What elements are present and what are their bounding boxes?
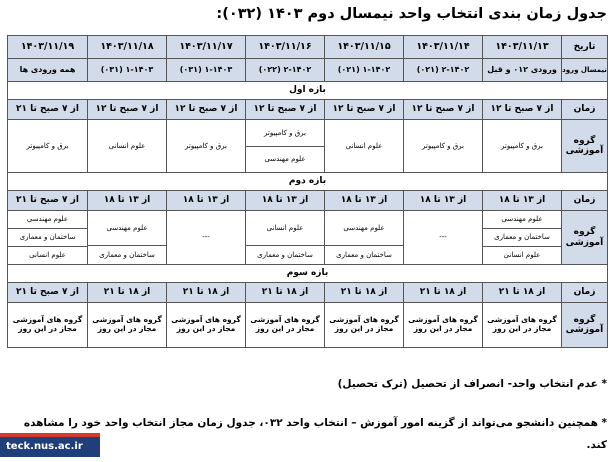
time-cell: از ۱۳ تا ۱۸ <box>246 191 325 211</box>
time-cell: از ۱۳ تا ۱۸ <box>325 191 404 211</box>
entry-cell: ۱-۱۴۰۳ (۰۳۱) <box>167 59 246 82</box>
group-cell: ساختمان و معماری <box>8 229 88 247</box>
time-row <box>8 191 608 211</box>
time-cell: از ۷ صبح تا ۱۲ <box>404 100 483 120</box>
schedule-table <box>7 35 608 348</box>
dates-row <box>8 36 608 59</box>
group-cell: علوم مهندسی <box>325 211 404 246</box>
time-cell: از ۷ صبح تا ۱۲ <box>88 100 167 120</box>
group-cell: برق و کامپیوتر <box>246 120 325 147</box>
group-row <box>8 120 608 147</box>
time-cell: از ۷ صبح تا ۲۱ <box>8 100 88 120</box>
section-title: بازه سوم <box>8 265 608 283</box>
time-row <box>8 283 608 303</box>
group-row <box>8 303 608 348</box>
date-cell: ۱۴۰۳/۱۱/۱۹ <box>8 36 88 59</box>
note-portal: * همچنین دانشجو می‌تواند از گزینه امور آموزش – انتخاب واحد ۰۳۲، جدول زمان مجاز انتخاب واحد خود را مشاهده <box>23 417 607 429</box>
time-cell: از ۱۸ تا ۲۱ <box>246 283 325 303</box>
time-row <box>8 100 608 120</box>
date-cell: ۱۴۰۳/۱۱/۱۳ <box>483 36 562 59</box>
group-cell: علوم انسانی <box>483 247 562 265</box>
entries-row <box>8 59 608 82</box>
group-label: گروه آموزشی <box>562 120 608 173</box>
entry-cell: ۱-۱۴۰۲ (۰۲۱) <box>325 59 404 82</box>
group-cell: برق و کامپیوتر <box>8 120 88 173</box>
date-cell: ۱۴۰۳/۱۱/۱۸ <box>88 36 167 59</box>
time-cell: از ۱۳ تا ۱۸ <box>483 191 562 211</box>
time-cell: از ۱۸ تا ۲۱ <box>404 283 483 303</box>
group-cell: گروه های آموزشی مجاز در این روز <box>88 303 167 348</box>
section-title: بازه دوم <box>8 173 608 191</box>
entry-cell: همه ورودی ها <box>8 59 88 82</box>
entry-cell: ورودی ۰۱۲ و قبل <box>483 59 562 82</box>
time-cell: از ۷ صبح تا ۱۲ <box>483 100 562 120</box>
group-row <box>8 211 608 228</box>
group-cell: علوم انسانی <box>246 211 325 246</box>
section-row <box>8 265 608 283</box>
site-brand-text: teck.nus.ac.ir <box>6 441 83 452</box>
time-cell: از ۱۸ تا ۲۱ <box>88 283 167 303</box>
time-cell: از ۷ صبح تا ۲۱ <box>8 191 88 211</box>
date-cell: ۱۴۰۳/۱۱/۱۵ <box>325 36 404 59</box>
time-cell: از ۷ صبح تا ۱۲ <box>325 100 404 120</box>
time-label: زمان <box>562 191 608 211</box>
group-cell: علوم مهندسی <box>88 211 167 246</box>
date-label: تاریخ <box>562 36 608 59</box>
site-brand[interactable] <box>0 437 100 457</box>
entry-label: نیمسال ورود <box>562 59 608 82</box>
group-cell: علوم انسانی <box>88 120 167 173</box>
time-cell: از ۷ صبح تا ۱۲ <box>246 100 325 120</box>
time-cell: از ۱۸ تا ۲۱ <box>167 283 246 303</box>
date-cell: ۱۴۰۳/۱۱/۱۷ <box>167 36 246 59</box>
group-cell: گروه های آموزشی مجاز در این روز <box>325 303 404 348</box>
group-label: گروه آموزشی <box>562 211 608 265</box>
time-cell: از ۱۳ تا ۱۸ <box>167 191 246 211</box>
group-cell: علوم مهندسی <box>483 211 562 229</box>
time-cell: از ۱۸ تا ۲۱ <box>325 283 404 303</box>
group-cell: گروه های آموزشی مجاز در این روز <box>167 303 246 348</box>
time-cell: از ۱۳ تا ۱۸ <box>88 191 167 211</box>
entry-cell: ۲-۱۴۰۲ (۰۲۲) <box>246 59 325 82</box>
date-cell: ۱۴۰۳/۱۱/۱۶ <box>246 36 325 59</box>
group-cell: علوم انسانی <box>325 120 404 173</box>
note-portal-end: کند. <box>586 439 607 451</box>
note-withdrawal: * عدم انتخاب واحد- انصراف از تحصیل (ترک تحصیل) <box>337 378 607 390</box>
group-cell: --- <box>404 211 483 265</box>
group-label: گروه آموزشی <box>562 303 608 348</box>
date-cell: ۱۴۰۳/۱۱/۱۴ <box>404 36 483 59</box>
group-cell: علوم مهندسی <box>246 147 325 173</box>
group-cell: برق و کامپیوتر <box>167 120 246 173</box>
section-row <box>8 173 608 191</box>
time-label: زمان <box>562 283 608 303</box>
group-cell: علوم مهندسی <box>8 211 88 229</box>
group-cell: گروه های آموزشی مجاز در این روز <box>246 303 325 348</box>
group-cell: برق و کامپیوتر <box>483 120 562 173</box>
group-cell: ساختمان و معماری <box>88 246 167 265</box>
group-cell: ساختمان و معماری <box>246 246 325 265</box>
group-cell: علوم انسانی <box>8 247 88 265</box>
group-cell: --- <box>167 211 246 265</box>
group-cell: گروه های آموزشی مجاز در این روز <box>8 303 88 348</box>
group-cell: گروه های آموزشی مجاز در این روز <box>404 303 483 348</box>
time-cell: از ۱۳ تا ۱۸ <box>404 191 483 211</box>
time-label: زمان <box>562 100 608 120</box>
group-cell: ساختمان و معماری <box>483 229 562 247</box>
group-cell: گروه های آموزشی مجاز در این روز <box>483 303 562 348</box>
time-cell: از ۷ صبح تا ۲۱ <box>8 283 88 303</box>
time-cell: از ۱۸ تا ۲۱ <box>483 283 562 303</box>
section-title: بازه اول <box>8 82 608 100</box>
entry-cell: ۲-۱۴۰۲ (۰۲۱) <box>404 59 483 82</box>
time-cell: از ۷ صبح تا ۱۲ <box>167 100 246 120</box>
page-title: جدول زمان بندی انتخاب واحد نیمسال دوم ۱۴۰۳ (۰۳۲): <box>216 6 607 22</box>
group-cell: برق و کامپیوتر <box>404 120 483 173</box>
group-cell: ساختمان و معماری <box>325 246 404 265</box>
entry-cell: ۱-۱۴۰۳ (۰۳۱) <box>88 59 167 82</box>
section-row <box>8 82 608 100</box>
